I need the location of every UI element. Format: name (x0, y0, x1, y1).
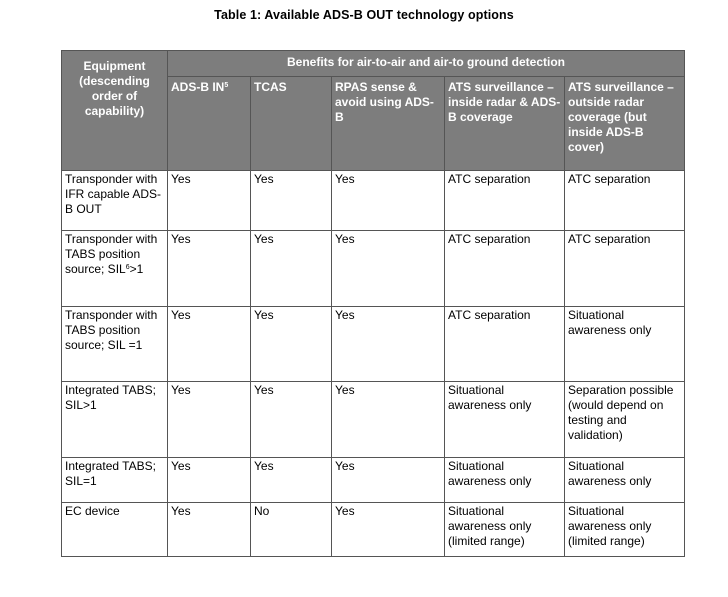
tcas-cell: No (251, 503, 332, 557)
table-row (62, 382, 685, 458)
equipment-cell (62, 503, 168, 557)
ads-b-in-cell: Yes (168, 171, 251, 231)
ats-inside-cell: Situational awareness only (limited range) (445, 503, 565, 557)
ads-b-in-cell: Yes (168, 307, 251, 382)
equipment-cell (62, 458, 168, 503)
equipment-header: Equipment (descending order of capability) (62, 51, 168, 171)
table-row (62, 458, 685, 503)
column-header-ads-b-in (168, 77, 251, 171)
rpas-cell: Yes (332, 307, 445, 382)
column-header-label: ADS-B IN (171, 80, 225, 94)
footnote-marker: 6 (125, 264, 130, 271)
table-row (62, 307, 685, 382)
footnote-marker: 5 (224, 82, 229, 89)
equipment-cell (62, 382, 168, 458)
ats-inside-cell: Situational awareness only (445, 382, 565, 458)
table-caption: Table 1: Available ADS-B OUT technology options (214, 8, 514, 22)
tcas-cell: Yes (251, 382, 332, 458)
table-row (62, 503, 685, 557)
ats-outside-cell: ATC separation (565, 231, 685, 307)
column-header-rpas: RPAS sense & avoid using ADS-B (332, 77, 445, 171)
column-header-ats-outside-radar: ATS surveillance – outside radar coverage (but inside ADS-B cover) (565, 77, 685, 171)
ats-inside-cell: Situational awareness only (445, 458, 565, 503)
tcas-cell: Yes (251, 307, 332, 382)
ats-outside-cell: Situational awareness only (limited range) (565, 503, 685, 557)
ats-inside-cell: ATC separation (445, 307, 565, 382)
rpas-cell: Yes (332, 503, 445, 557)
ats-outside-cell: Situational awareness only (565, 307, 685, 382)
technology-options-table (61, 50, 685, 557)
equipment-label: Integrated TABS; SIL>1 (65, 383, 156, 412)
column-header-ats-inside-radar: ATS surveillance – inside radar & ADS-B coverage (445, 77, 565, 171)
ats-inside-cell: ATC separation (445, 171, 565, 231)
equipment-label: Transponder with IFR capable ADS-B OUT (65, 172, 162, 216)
ads-b-in-cell: Yes (168, 382, 251, 458)
equipment-label: Transponder with TABS position source; SIL (65, 232, 158, 276)
rpas-cell: Yes (332, 231, 445, 307)
ats-outside-cell: Situational awareness only (565, 458, 685, 503)
ads-b-in-cell: Yes (168, 458, 251, 503)
rpas-cell: Yes (332, 171, 445, 231)
ats-inside-cell: ATC separation (445, 231, 565, 307)
ads-b-in-cell: Yes (168, 231, 251, 307)
equipment-cell (62, 171, 168, 231)
table-row (62, 231, 685, 307)
tcas-cell: Yes (251, 231, 332, 307)
tcas-cell: Yes (251, 171, 332, 231)
equipment-label-suffix: >1 (129, 262, 144, 276)
equipment-cell (62, 231, 168, 307)
rpas-cell: Yes (332, 458, 445, 503)
equipment-label: Integrated TABS; SIL=1 (65, 459, 156, 488)
rpas-cell: Yes (332, 382, 445, 458)
benefits-group-header: Benefits for air-to-air and air-to ground detection (168, 51, 685, 77)
equipment-cell (62, 307, 168, 382)
ats-outside-cell: Separation possible (would depend on testing and validation) (565, 382, 685, 458)
equipment-label: Transponder with TABS position source; SIL =1 (65, 308, 158, 352)
table-row (62, 171, 685, 231)
ats-outside-cell: ATC separation (565, 171, 685, 231)
ads-b-in-cell: Yes (168, 503, 251, 557)
tcas-cell: Yes (251, 458, 332, 503)
column-header-tcas: TCAS (251, 77, 332, 171)
equipment-label: EC device (65, 504, 120, 518)
